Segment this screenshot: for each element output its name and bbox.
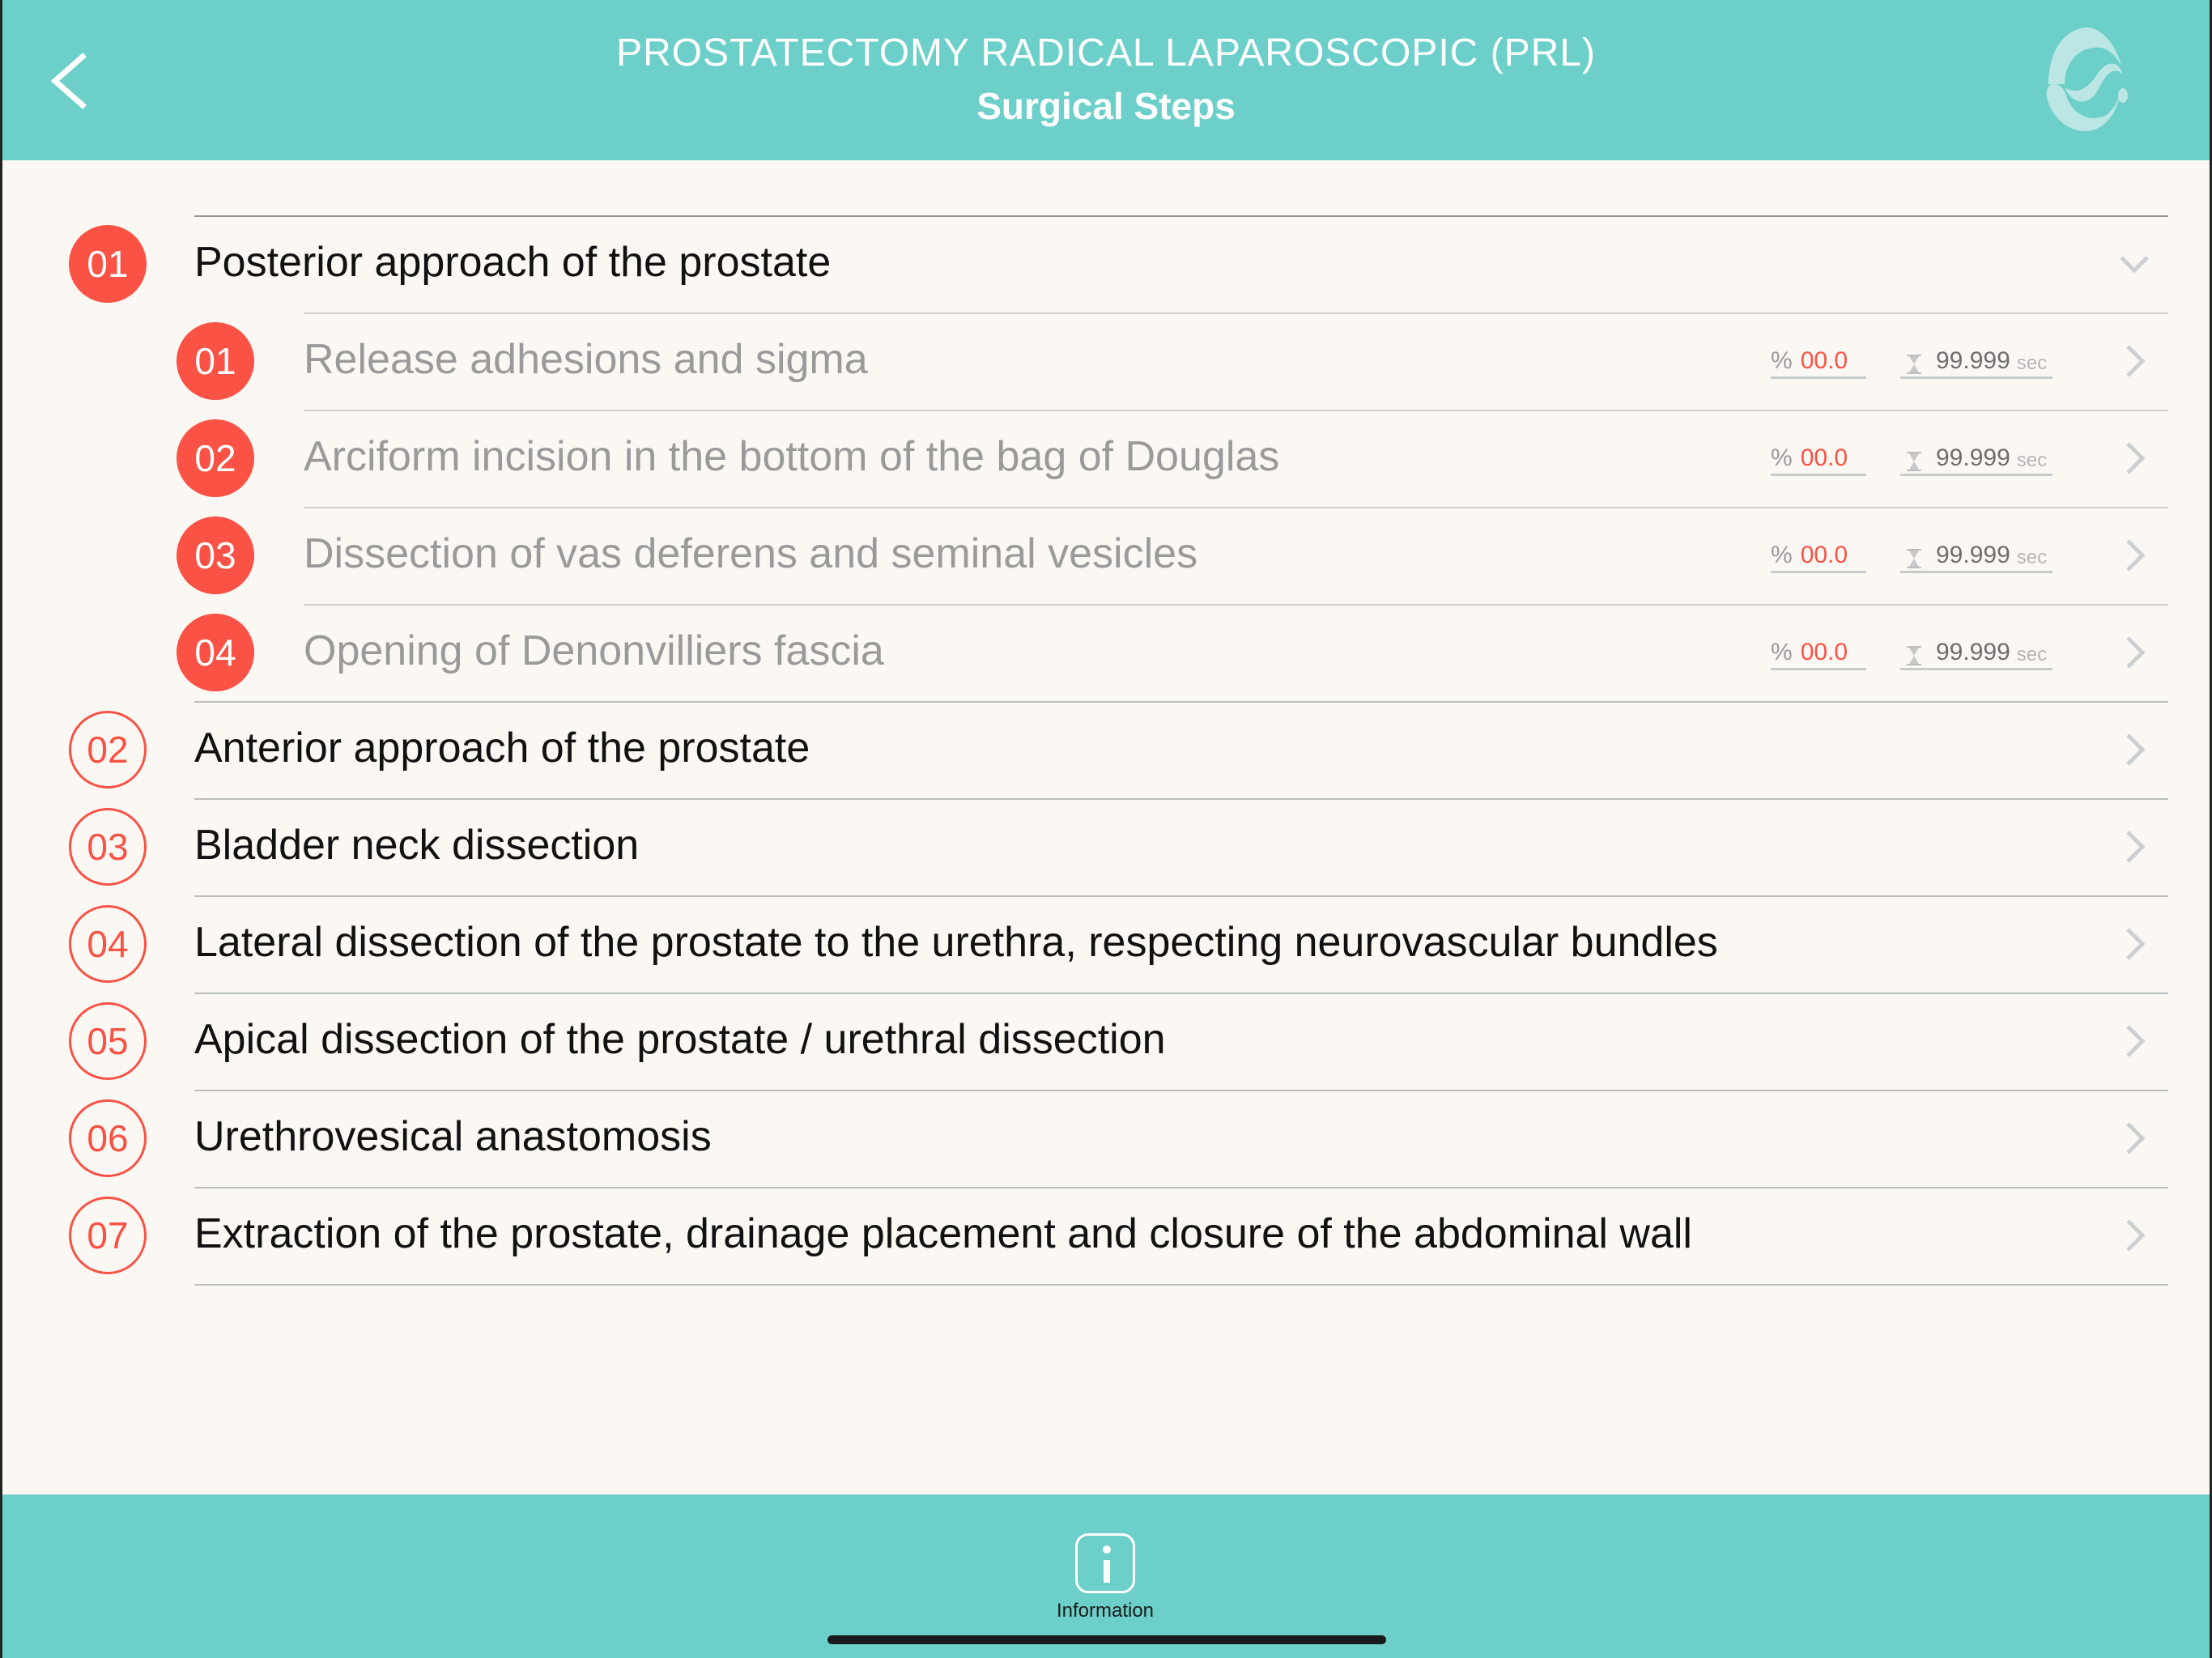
time-field[interactable] [1900, 630, 2052, 670]
header-bar [0, 0, 2212, 160]
chevron-right-icon[interactable] [2110, 531, 2159, 580]
step-label: Bladder neck dissection [194, 822, 640, 869]
divider [194, 1090, 2168, 1091]
chevron-right-icon[interactable] [2110, 725, 2159, 774]
chevron-right-icon[interactable] [2110, 628, 2159, 677]
substep-row[interactable] [0, 410, 2212, 507]
chevron-right-icon[interactable] [2110, 1211, 2159, 1260]
step-label: Posterior approach of the prostate [194, 239, 832, 286]
tab-label: Information [1056, 1600, 1155, 1622]
step-number-badge: 02 [69, 711, 147, 789]
chevron-right-icon[interactable] [2110, 1017, 2159, 1065]
time-value: 99.999 [1936, 444, 2010, 471]
page-title: PROSTATECTOMY RADICAL LAPAROSCOPIC (PRL) [616, 32, 1596, 74]
chevron-right-icon[interactable] [2110, 823, 2159, 871]
hourglass-icon [1905, 451, 1923, 472]
bottom-tab-bar [0, 1494, 2212, 1658]
step-label: Lateral dissection of the prostate to the urethra, respecting neurovascular bundles [194, 919, 1718, 966]
percent-symbol: % [1771, 347, 1793, 374]
time-field[interactable] [1900, 436, 2052, 476]
time-unit: sec [2016, 352, 2048, 374]
page-subtitle: Surgical Steps [976, 85, 1236, 127]
step-label: Apical dissection of the prostate / urethral dissection [194, 1016, 1166, 1063]
hourglass-icon [1905, 645, 1923, 666]
app-logo-icon [2000, 18, 2129, 139]
time-field[interactable] [1900, 338, 2052, 379]
percent-symbol: % [1771, 639, 1793, 665]
substep-row[interactable] [0, 507, 2212, 604]
step-row[interactable] [0, 1187, 2212, 1284]
divider [304, 604, 2168, 606]
substep-number-badge: 03 [177, 517, 254, 594]
percent-symbol: % [1771, 542, 1793, 568]
divider [194, 993, 2168, 994]
divider [194, 895, 2168, 897]
chevron-right-icon[interactable] [2110, 434, 2159, 483]
step-row[interactable] [0, 993, 2212, 1090]
substep-number-badge: 01 [177, 322, 254, 400]
list-end [0, 1284, 2212, 1287]
substep-label: Opening of Denonvilliers fascia [304, 627, 884, 674]
tab-information[interactable] [1044, 1533, 1166, 1630]
substep-row[interactable] [0, 604, 2212, 701]
step-row[interactable] [0, 215, 2212, 312]
percent-value: 00.0 [1800, 444, 1848, 471]
divider [194, 215, 2168, 217]
chevron-right-icon[interactable] [2110, 1114, 2159, 1163]
divider [304, 312, 2168, 314]
divider [194, 701, 2168, 703]
step-number-badge: 05 [69, 1002, 147, 1080]
percent-field[interactable] [1771, 533, 1866, 573]
hourglass-icon [1905, 548, 1923, 569]
info-icon [1075, 1533, 1135, 1593]
step-row[interactable] [0, 701, 2212, 798]
substep-label: Dissection of vas deferens and seminal vesicles [304, 530, 1198, 577]
home-indicator[interactable] [827, 1635, 1386, 1644]
chevron-down-icon[interactable] [2110, 240, 2159, 288]
time-value: 99.999 [1936, 639, 2010, 665]
percent-value: 00.0 [1800, 542, 1848, 568]
time-value: 99.999 [1936, 347, 2010, 374]
time-field[interactable] [1900, 533, 2052, 573]
step-label: Anterior approach of the prostate [194, 725, 810, 772]
step-number-badge: 06 [69, 1099, 147, 1177]
time-unit: sec [2016, 546, 2048, 568]
percent-field[interactable] [1771, 436, 1866, 476]
substep-label: Arciform incision in the bottom of the bag of Douglas [304, 433, 1280, 480]
percent-symbol: % [1771, 444, 1793, 471]
divider [194, 798, 2168, 800]
chevron-right-icon[interactable] [2110, 337, 2159, 385]
percent-value: 00.0 [1800, 347, 1848, 374]
step-row[interactable] [0, 798, 2212, 895]
time-unit: sec [2016, 449, 2048, 471]
step-number-badge: 07 [69, 1197, 147, 1274]
percent-field[interactable] [1771, 630, 1866, 670]
step-label: Urethrovesical anastomosis [194, 1113, 712, 1160]
step-row[interactable] [0, 1090, 2212, 1187]
substep-number-badge: 04 [177, 614, 254, 691]
step-number-badge: 01 [69, 225, 147, 303]
surgical-steps-list [0, 215, 2212, 1287]
step-number-badge: 04 [69, 905, 147, 983]
percent-value: 00.0 [1800, 639, 1848, 665]
percent-field[interactable] [1771, 338, 1866, 379]
divider [194, 1284, 2168, 1286]
step-row[interactable] [0, 895, 2212, 993]
divider [304, 507, 2168, 508]
chevron-right-icon[interactable] [2110, 920, 2159, 968]
substep-row[interactable] [0, 312, 2212, 410]
step-label: Extraction of the prostate, drainage placement and closure of the abdominal wall [194, 1210, 1692, 1257]
time-value: 99.999 [1936, 542, 2010, 568]
divider [194, 1187, 2168, 1188]
substep-number-badge: 02 [177, 419, 254, 497]
divider [304, 410, 2168, 411]
time-unit: sec [2016, 644, 2048, 665]
step-number-badge: 03 [69, 808, 147, 886]
substep-label: Release adhesions and sigma [304, 336, 868, 383]
hourglass-icon [1905, 354, 1923, 375]
